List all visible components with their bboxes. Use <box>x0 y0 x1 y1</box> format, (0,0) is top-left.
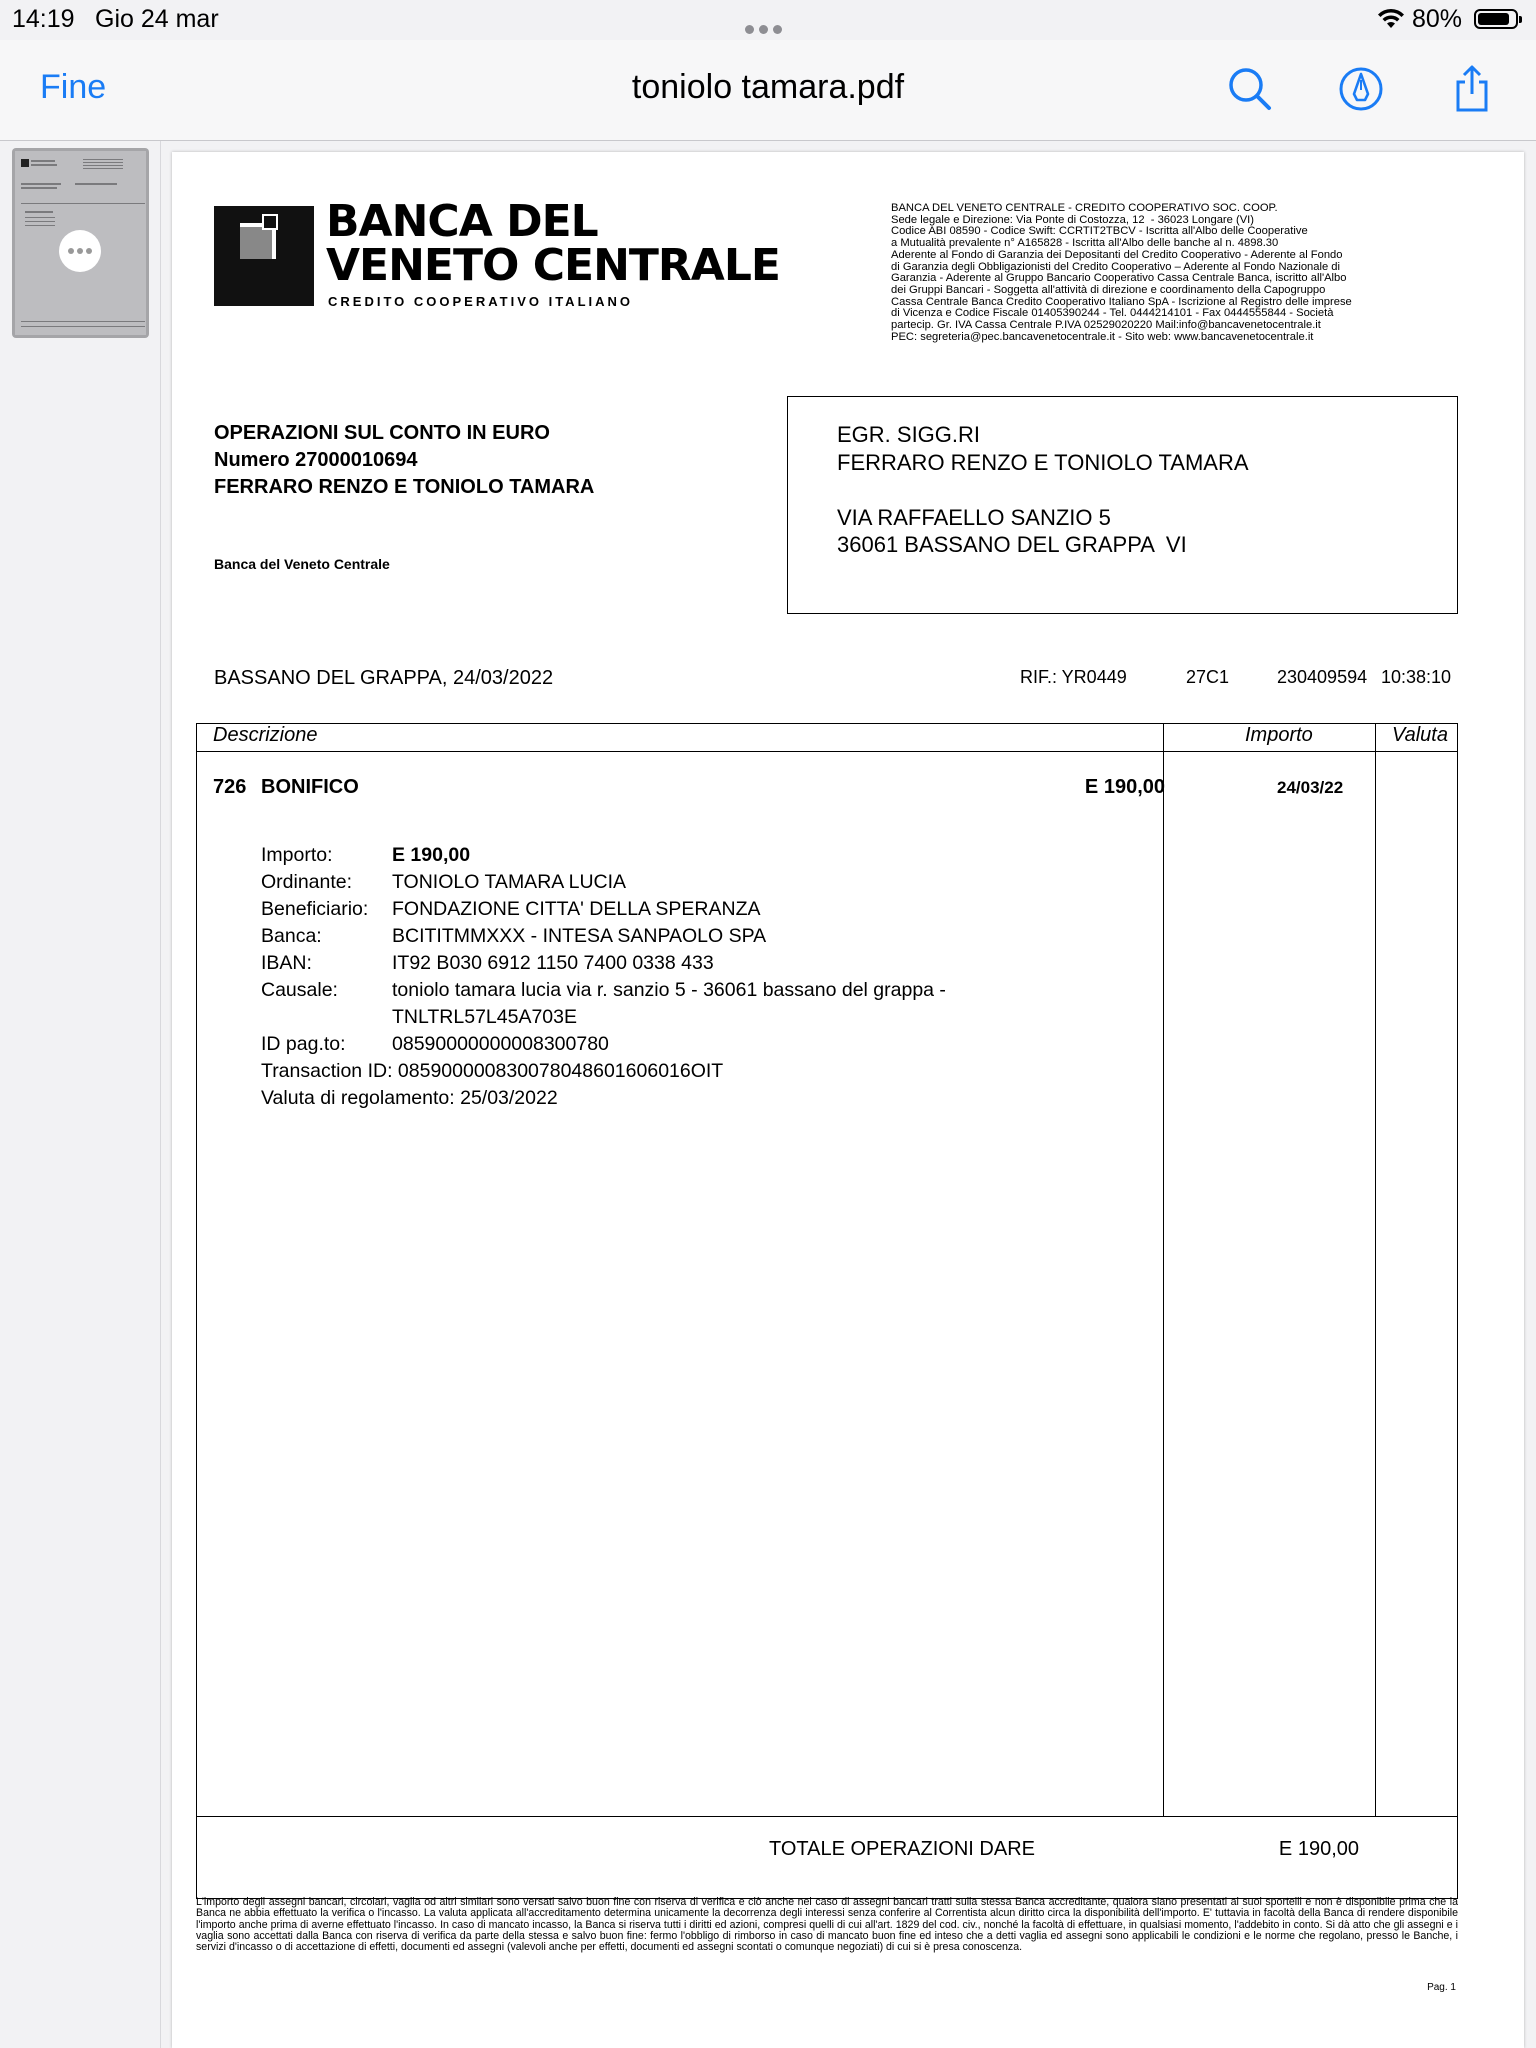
bank-legal-info: BANCA DEL VENETO CENTRALE - CREDITO COOPERATIVO SOC. COOP. Sede legale e Direzione: Via Ponte di Costozza, 12 - 36023 Longare (VI) Codice ABI 08590 - Codice Swift: CCRTIT2TBCV - Iscritta all'Albo delle Cooperative a Mutualità prevalente n° A165828 - Iscritta all'Albo delle banche al n. 4898.30 Aderente al Fondo di Garanzia dei Depositanti del Credito Cooperativo - Aderente al Fondo di Garanzia degli Obbligazionisti del Credito Cooperativo – Aderente al Fondo Nazionale di Garanzia - Aderente al Gruppo Bancario Cooperativo Cassa Centrale Banca, iscritto all'Albo dei Gruppi Bancari - Soggetta all'attività di direzione e coordinamento della Capogruppo Cassa Centrale Banca Credito Cooperativo Italiano SpA - Iscrizione al Registro delle imprese di Vicenza e Codice Fiscale 01405390244 - Tel. 0444214101 - Fax 0444555844 - Società partecip. Gr. IVA Cassa Centrale P.IVA 02529020220 Mail:info@bancavenetocentrale.it PEC: segreteria@pec.bancavenetocentrale.it - Sito web: www.bancavenetocentrale.it <box>891 202 1352 343</box>
operations-table: Descrizione Importo Valuta 726 BONIFICO E 190,00 24/03/22 Importo: E 190,00 Ordinante: TONIOLO TAMARA LUCIA Beneficiario: FONDAZIONE CITTA' DELLA SPERANZA Banca: BCITITMMXXX - INTESA SANPAOLO SPA IBAN: IT92 B030 6912 1150 7400 0338 433 Causale: toniolo tamara lucia via r. sanzio 5 - 36061 bassano del grappa - TNLTRL57L45A703E ID pag.to: 08590000000008300780 Transaction ID: 085900000830078048601606016OIT Valuta di regolamento: 25/03/2022 TOTALE OPERAZIONI DARE E 190,00 <box>196 723 1458 1899</box>
place-date: BASSANO DEL GRAPPA, 24/03/2022 <box>214 667 554 689</box>
multitasking-dots[interactable] <box>745 12 787 41</box>
recipient-address-box <box>787 396 1458 614</box>
thumbnail-sidebar <box>0 141 161 2048</box>
total-label: TOTALE OPERAZIONI DARE <box>769 1838 1035 1860</box>
bank-logo-icon <box>214 206 314 306</box>
status-bar <box>0 0 1536 40</box>
markup-icon[interactable] <box>1332 60 1390 118</box>
navigation-bar <box>0 40 1536 141</box>
operation-number: 726 <box>213 776 247 798</box>
wifi-icon <box>1376 8 1406 37</box>
more-icon[interactable] <box>59 230 101 272</box>
account-line: FERRARO RENZO E TONIOLO TAMARA <box>214 476 595 498</box>
done-button[interactable]: Fine <box>40 68 107 106</box>
search-icon[interactable] <box>1221 60 1279 118</box>
disclaimer-text: L'importo degli assegni bancari, circolari, vaglia od altri similari sono versati salvo buon fine con riserva di verifica e ciò anche nel caso di assegni bancari tratti sulla stessa Banca accreditante, qualora siano presentati ai suoi sportelli e non è disponibile prima che la Banca ne abbia effettuato la verifica o l'incasso. La valuta applicata all'accreditamento determina unicamente la decorrenza degli interessi senza conferire al Correntista alcun diritto circa la disponibilità dell'importo. E' tuttavia in facoltà della Banca di rendere disponibile l'importo anche prima di averne effettuato l'incasso. In caso di mancato incasso, la Banca si riserva tutti i diritti ed azioni, compresi quelli di cui all'art. 1829 del cod. civ., nonché la facoltà di effettuare, in qualsiasi momento, l'addebito in conto. Si dà atto che gli assegni e i vaglia sono accettati dalla Banca con riserva di verifica da parte della stessa e salvo buon fine: fermo l'obbligo di rimborso in caso di mancato buon fine ed inteso che a detti vaglia ed assegni sono applicabili le condizioni e le norme che regolano, presso le Banche, i servizi d'incasso o di accettazione di effetti, documenti ed assegni (valevoli anche per effetti, documenti ed assegni scontati o comunque negoziati) di cui si è presa conoscenza. <box>196 1896 1458 1954</box>
page-thumbnail[interactable] <box>12 148 149 338</box>
battery-icon <box>1474 9 1518 29</box>
status-time: 14:19 <box>12 5 75 33</box>
operation-type: BONIFICO <box>261 776 359 798</box>
bank-logo-text: BANCA DEL VENETO CENTRALE <box>326 196 780 291</box>
transaction-id: Transaction ID: 085900000830078048601606016OIT <box>261 1060 724 1082</box>
page-number: Pag. 1 <box>1427 1982 1456 1993</box>
operation-value-date: 24/03/22 <box>1277 778 1344 797</box>
reference-time: 10:38:10 <box>1381 667 1452 687</box>
share-icon[interactable] <box>1443 60 1501 118</box>
pdf-page <box>172 152 1524 2048</box>
document-title: toniolo tamara.pdf <box>631 68 905 106</box>
account-info <box>214 420 594 501</box>
battery-percent: 80% <box>1412 5 1463 33</box>
operation-amount: E 190,00 <box>1084 776 1165 798</box>
account-line: Numero 27000010694 <box>214 449 418 471</box>
reference: RIF.: YR0449 <box>1020 667 1127 687</box>
account-line: OPERAZIONI SUL CONTO IN EURO <box>214 422 550 444</box>
settlement-date: Valuta di regolamento: 25/03/2022 <box>261 1087 558 1109</box>
bank-short-name: Banca del Veneto Centrale <box>214 556 390 572</box>
recipient-address: EGR. SIGG.RI FERRARO RENZO E TONIOLO TAMARA VIA RAFFAELLO SANZIO 5 36061 BASSANO DEL GRAPPA VI <box>837 422 1249 557</box>
reference-code: 27C1 <box>1186 667 1230 687</box>
reference-number: 230409594 <box>1277 667 1368 687</box>
total-amount: E 190,00 <box>1278 1838 1359 1860</box>
status-date: Gio 24 mar <box>95 5 219 33</box>
column-header-amount: Importo <box>1245 724 1313 746</box>
column-header-description: Descrizione <box>213 724 318 746</box>
column-header-value-date: Valuta <box>1392 724 1448 746</box>
bank-logo-subtitle: CREDITO COOPERATIVO ITALIANO <box>328 294 634 309</box>
